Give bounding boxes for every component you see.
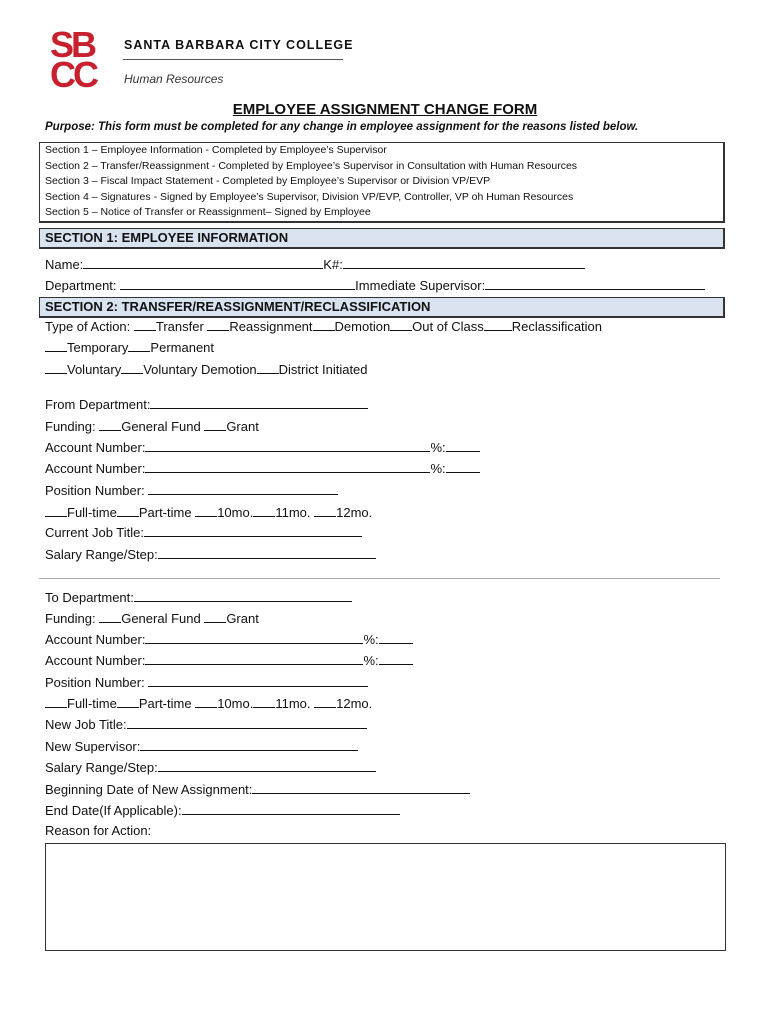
full-time-blank[interactable]	[45, 695, 67, 708]
new-job-title-row	[45, 716, 367, 733]
part-time-blank[interactable]	[117, 504, 139, 517]
full-time-option: Full-time	[67, 696, 117, 711]
current-job-title-label: Current Job Title:	[45, 525, 144, 540]
out-of-class-option: Out of Class	[412, 319, 484, 334]
purpose-text: Purpose: This form must be completed for any change in employee assignment for the reasons listed below.	[45, 121, 639, 133]
initiation-row	[45, 361, 368, 378]
to-account-row	[45, 631, 413, 648]
general-fund-blank[interactable]	[99, 418, 121, 431]
department-field[interactable]	[120, 277, 355, 290]
new-supervisor-row	[45, 738, 358, 755]
temporary-blank[interactable]	[45, 339, 67, 352]
begin-date-label: Beginning Date of New Assignment:	[45, 782, 253, 797]
begin-date-row	[45, 781, 470, 798]
permanent-option: Permanent	[150, 340, 215, 355]
section2-header: SECTION 2: TRANSFER/REASSIGNMENT/RECLASSIFICATION	[39, 297, 725, 318]
logo-mark-top: SB	[50, 24, 95, 65]
funding-label: Funding:	[45, 611, 100, 626]
to-schedule-row	[45, 695, 372, 712]
reassignment-option: Reassignment	[229, 319, 313, 334]
demotion-option: Demotion	[334, 319, 391, 334]
district-initiated-blank[interactable]	[257, 361, 279, 374]
general-fund-option: General Fund	[121, 611, 205, 626]
percent-label: %:	[363, 632, 379, 647]
logo-mark-bottom: CC	[50, 54, 96, 95]
reclassification-option: Reclassification	[511, 319, 603, 334]
current-job-title-field[interactable]	[144, 524, 362, 537]
salary-field[interactable]	[158, 546, 376, 559]
grant-option: Grant	[226, 611, 259, 626]
12mo-option: 12mo.	[336, 696, 373, 711]
overview-item: Section 2 – Transfer/Reassignment - Completed by Employee’s Supervisor in Consultation with Human Resources	[45, 159, 578, 172]
position-field[interactable]	[148, 674, 368, 687]
transfer-blank[interactable]	[134, 318, 156, 331]
voluntary-blank[interactable]	[45, 361, 67, 374]
account-label: Account Number:	[45, 653, 146, 668]
account-field[interactable]	[145, 652, 363, 665]
to-salary-row	[45, 759, 376, 776]
general-fund-blank[interactable]	[99, 610, 121, 623]
from-funding-row	[45, 418, 259, 435]
sections-overview	[39, 142, 725, 223]
percent-field[interactable]	[446, 439, 480, 452]
overview-item: Section 5 – Notice of Transfer or Reassignment– Signed by Employee	[45, 206, 371, 218]
current-job-title-row	[45, 524, 362, 541]
to-funding-row	[45, 610, 259, 627]
to-department-row	[45, 589, 352, 606]
logo-divider	[123, 59, 343, 60]
salary-field[interactable]	[158, 759, 376, 772]
account-field[interactable]	[145, 439, 430, 452]
department-name: Human Resources	[124, 72, 224, 86]
percent-field[interactable]	[446, 460, 480, 473]
12mo-blank[interactable]	[314, 695, 336, 708]
account-label: Account Number:	[45, 461, 146, 476]
end-date-field[interactable]	[182, 802, 400, 815]
k-number-label: K#:	[323, 257, 343, 272]
type-of-action-label: Type of Action:	[45, 319, 134, 334]
from-department-label: From Department:	[45, 397, 151, 412]
duration-row	[45, 339, 214, 356]
out-of-class-blank[interactable]	[390, 318, 412, 331]
overview-item: Section 1 – Employee Information - Completed by Employee’s Supervisor	[45, 144, 387, 156]
name-label: Name:	[45, 257, 84, 272]
end-date-row	[45, 802, 400, 819]
10mo-option: 10mo.	[217, 696, 254, 711]
new-job-title-label: New Job Title:	[45, 717, 127, 732]
grant-option: Grant	[226, 419, 259, 434]
new-supervisor-label: New Supervisor:	[45, 739, 141, 754]
full-time-blank[interactable]	[45, 504, 67, 517]
part-time-option: Part-time	[138, 505, 196, 520]
begin-date-field[interactable]	[252, 781, 470, 794]
12mo-blank[interactable]	[314, 504, 336, 517]
salary-label: Salary Range/Step:	[45, 760, 158, 775]
to-account-row	[45, 652, 413, 669]
from-schedule-row	[45, 504, 372, 521]
grant-blank[interactable]	[204, 418, 226, 431]
percent-label: %:	[363, 653, 379, 668]
from-department-row	[45, 396, 368, 413]
voluntary-demotion-option: Voluntary Demotion	[143, 362, 257, 377]
demotion-blank[interactable]	[313, 318, 335, 331]
percent-field[interactable]	[379, 652, 413, 665]
reason-textarea[interactable]	[45, 843, 726, 951]
part-time-option: Part-time	[138, 696, 196, 711]
voluntary-demotion-blank[interactable]	[121, 361, 143, 374]
sbcc-logo	[50, 24, 96, 95]
from-account-row	[45, 439, 480, 456]
new-supervisor-field[interactable]	[140, 738, 358, 751]
general-fund-option: General Fund	[121, 419, 205, 434]
account-label: Account Number:	[45, 632, 146, 647]
account-label: Account Number:	[45, 440, 146, 455]
percent-label: %:	[430, 461, 446, 476]
funding-label: Funding:	[45, 419, 100, 434]
percent-label: %:	[430, 440, 446, 455]
section-divider	[39, 578, 720, 579]
reassignment-blank[interactable]	[207, 318, 229, 331]
to-department-field[interactable]	[134, 589, 352, 602]
from-position-row	[45, 482, 338, 499]
11mo-blank[interactable]	[253, 504, 275, 517]
12mo-option: 12mo.	[336, 505, 373, 520]
form-title: EMPLOYEE ASSIGNMENT CHANGE FORM	[232, 101, 538, 118]
department-label: Department:	[45, 278, 117, 293]
name-row	[45, 256, 585, 273]
k-number-field[interactable]	[343, 256, 585, 269]
percent-field[interactable]	[379, 631, 413, 644]
11mo-option: 11mo.	[275, 696, 315, 711]
college-name: SANTA BARBARA CITY COLLEGE	[124, 38, 354, 52]
to-position-row	[45, 674, 368, 691]
to-department-label: To Department:	[45, 590, 134, 605]
10mo-blank[interactable]	[195, 504, 217, 517]
position-label: Position Number:	[45, 675, 149, 690]
end-date-label: End Date(If Applicable):	[45, 803, 182, 818]
reason-label: Reason for Action:	[45, 823, 152, 838]
full-time-option: Full-time	[67, 505, 117, 520]
10mo-option: 10mo.	[217, 505, 254, 520]
new-job-title-field[interactable]	[127, 716, 367, 729]
part-time-blank[interactable]	[117, 695, 139, 708]
from-salary-row	[45, 546, 376, 563]
from-account-row	[45, 460, 480, 477]
voluntary-option: Voluntary	[67, 362, 122, 377]
11mo-blank[interactable]	[253, 695, 275, 708]
supervisor-label: Immediate Supervisor:	[355, 278, 486, 293]
supervisor-field[interactable]	[485, 277, 705, 290]
from-department-field[interactable]	[150, 396, 368, 409]
permanent-blank[interactable]	[128, 339, 150, 352]
temporary-option: Temporary	[67, 340, 129, 355]
overview-item: Section 3 – Fiscal Impact Statement - Completed by Employee’s Supervisor or Division VP/EVP	[45, 175, 491, 187]
grant-blank[interactable]	[204, 610, 226, 623]
account-field[interactable]	[145, 631, 363, 644]
name-field[interactable]	[83, 256, 323, 269]
reclassification-blank[interactable]	[484, 318, 512, 331]
overview-item: Section 4 – Signatures - Signed by Employee’s Supervisor, Division VP/EVP, Controller, VP oh Human Resources	[45, 190, 574, 203]
position-label: Position Number:	[45, 483, 149, 498]
account-field[interactable]	[145, 460, 430, 473]
position-field[interactable]	[148, 482, 338, 495]
salary-label: Salary Range/Step:	[45, 547, 158, 562]
department-row	[45, 277, 705, 294]
district-initiated-option: District Initiated	[278, 362, 368, 377]
11mo-option: 11mo.	[275, 505, 315, 520]
10mo-blank[interactable]	[195, 695, 217, 708]
type-of-action-row	[45, 318, 602, 335]
section1-header: SECTION 1: EMPLOYEE INFORMATION	[39, 228, 725, 249]
transfer-option: Transfer	[155, 319, 208, 334]
